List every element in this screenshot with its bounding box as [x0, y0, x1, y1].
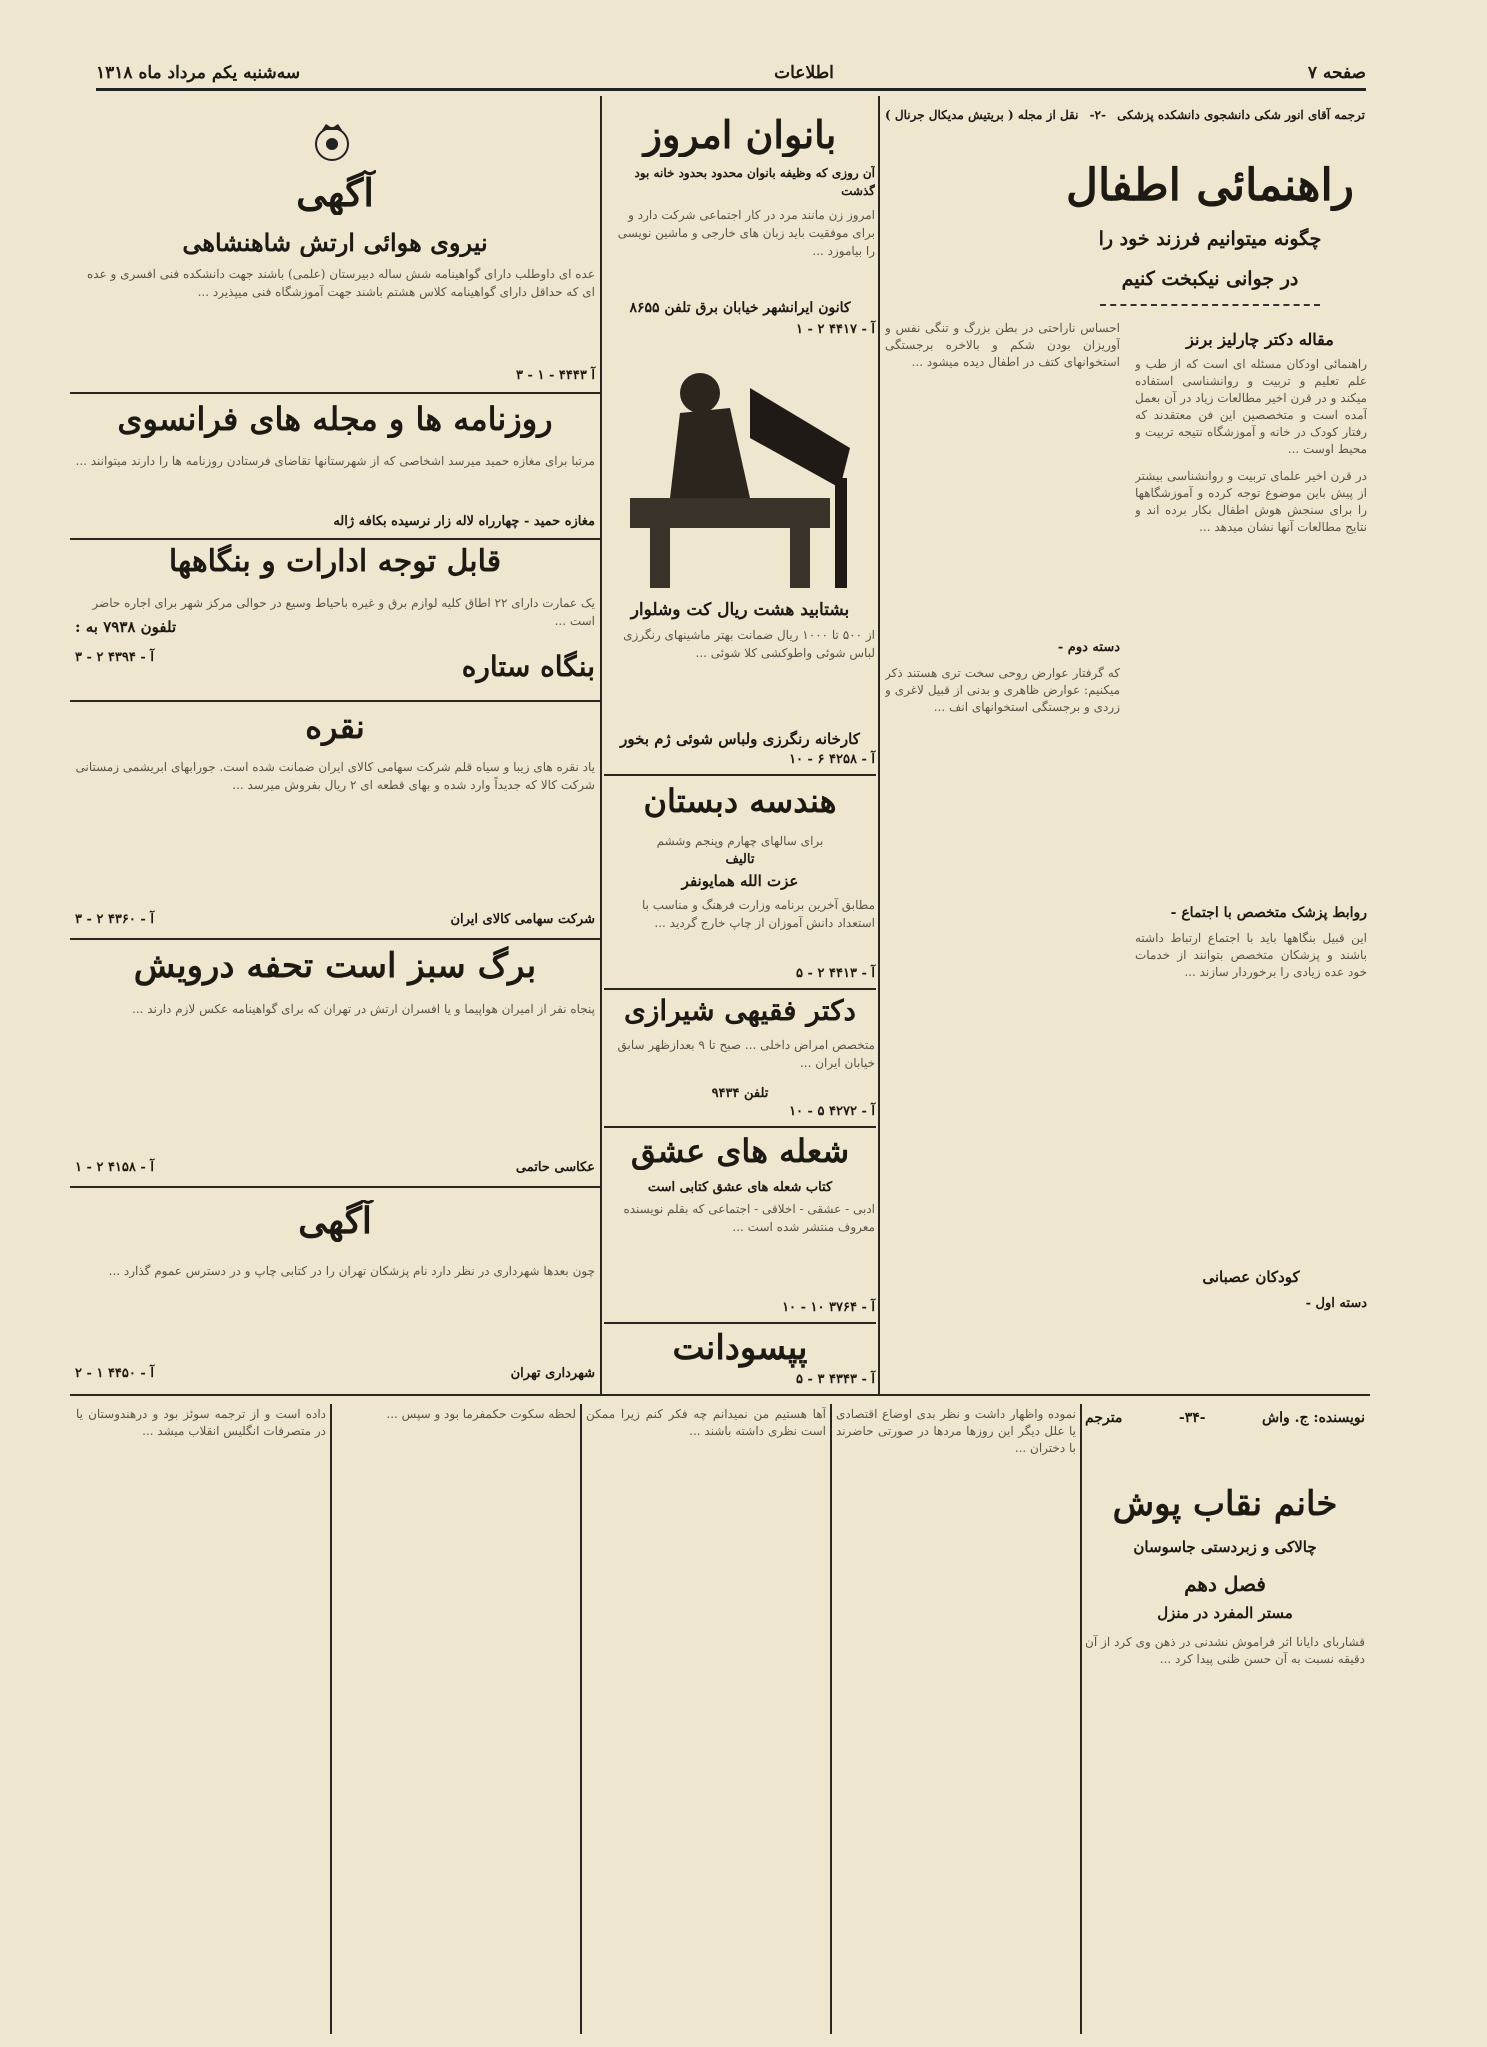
- ad-divider: [70, 700, 600, 702]
- column-rule: [1080, 1404, 1082, 2034]
- children-article-title: راهنمائی اطفال: [1066, 160, 1354, 211]
- geometry-book-grades: برای سالهای چهارم وپنجم وششم: [656, 834, 824, 848]
- fold-rule: [70, 1394, 1370, 1396]
- page-number: صفحه ۷: [1307, 63, 1366, 83]
- column-rule: [580, 1404, 582, 2034]
- serial-chapter: فصل دهم: [1184, 1572, 1266, 1596]
- source-number: -۲-: [1089, 108, 1106, 122]
- ad-silver-text: یاد نقره های زیبا و سیاه قلم شرکت سهامی کالای ایران ضمانت شده است. جورابهای ابریشمی زمستانی شرکت کالا که جدیداً وارد شده و بهای قطعه ای ۲ ریال بفروش میرسد ...: [75, 760, 595, 792]
- serial-body: [586, 1406, 826, 2026]
- ad-photo-footer: عکاسی حاتمی آ - ۴۱۵۸ ۲ - ۱: [75, 1160, 595, 1175]
- serial-subtitle: چالاکی و زبردستی جاسوسان: [1133, 1538, 1317, 1556]
- article-text: در قرن اخیر علمای تربیت و روانشناسی بیشتر از پیش باین موضوع توجه کرده و آموزشگاهها را برای سنجش هوش اطفال بکار برده اند و نتایج مطالعات آنها نشان میدهد ...: [1135, 469, 1367, 534]
- ad-offices-footer-row: [75, 650, 595, 683]
- serial-chapter-title: مستر المفرد در منزل: [1157, 1604, 1293, 1622]
- section-heading: کودکان عصبانی: [1202, 1268, 1300, 1286]
- serial-body: [1085, 1634, 1365, 2034]
- section-heading: روابط پزشک متخصص با اجتماع -: [1170, 905, 1367, 921]
- children-article-byline: مقاله دکتر چارلیز برنز: [1186, 330, 1334, 349]
- children-article-body: [885, 320, 1120, 620]
- ad-newspapers-footer: مغازه حمید - چهارراه لاله زار نرسیده بکافه ژاله: [333, 514, 595, 529]
- column-rule: [830, 1404, 832, 2034]
- tailor-illustration: [610, 348, 870, 593]
- ad-offices-phone: تلفون ۷۹۳۸ به :: [75, 618, 177, 636]
- ad-divider: [604, 1322, 876, 1324]
- pepsodent-footer: آ - ۴۳۴۳ ۳ - ۵: [796, 1372, 875, 1387]
- serial-body: [336, 1406, 576, 2026]
- geometry-book-author-label: تالیف: [725, 852, 755, 867]
- ad-divider: [70, 538, 600, 540]
- dye-ad-code: آ - ۴۲۵۸ ۶ - ۱۰: [789, 752, 875, 767]
- article-text: این قبیل بنگاهها باید با اجتماع ارتباط داشته باشند و پزشکان متخصص بتوانند از خدمات خود عده زیادی را برخوردار سازند ...: [1135, 931, 1367, 979]
- ad-divider: [70, 938, 600, 940]
- ad-offices-title: قابل توجه ادارات و بنگاهها: [168, 544, 502, 579]
- love-flames-subtitle: کتاب شعله های عشق کتابی است: [647, 1180, 833, 1195]
- ad-municipality-text: چون بعدها شهرداری در نظر دارد نام پزشکان تهران را در کتابی چاپ و در دسترس عموم گذارد ...: [108, 1264, 595, 1278]
- dr-shirazi-text: متخصص امراض داخلی ... صبح تا ۹ بعدازظهر سابق خیابان ایران ...: [617, 1038, 875, 1070]
- source-left: نقل از مجله ( بریتیش مدیکال جرنال ): [885, 108, 1079, 122]
- children-article-body: [1135, 356, 1367, 896]
- serial-text: لحظه سکوت حکمفرما بود و سپس ...: [386, 1407, 576, 1421]
- ad-airforce-subtitle: نیروی هوائی ارتش شاهنشاهی: [182, 228, 488, 257]
- article-text: احساس ناراحتی در بطن بزرگ و تنگی نفس و آوریزان بودن شکم و بالاخره برجستگی استخوانهای کتف در اطفال دیده میشود ...: [885, 321, 1120, 369]
- ad-newspapers-text: مرتبا برای مغازه حمید میرسد اشخاصی که از شهرستانها تقاضای فرستادن روزنامه ها را دارند میتوانند ...: [75, 454, 595, 468]
- dye-ad-title: بشتابید هشت ریال کت وشلوار: [630, 600, 850, 620]
- column-rule: [600, 96, 602, 1396]
- serial-byline: نویسنده: ج. واش -۳۴- مترجم: [1085, 1410, 1365, 1426]
- serial-title: خانم نقاب پوش: [1112, 1484, 1338, 1524]
- ad-silver-title: نقره: [305, 708, 365, 746]
- geometry-book-text: مطابق آخرین برنامه وزارت فرهنگ و مناسب با استعداد دانش آموزان از چاپ خارج گردید ...: [641, 898, 875, 930]
- ad-divider: [604, 988, 876, 990]
- women-today-lead: آن روزی که وظیفه بانوان محدود بحدود خانه بود گذشت: [634, 166, 875, 198]
- love-flames-text: ادبی - عشقی - اخلاقی - اجتماعی که بقلم نویسنده معروف منتشر شده است ...: [623, 1202, 875, 1234]
- lion-and-sun-emblem: [312, 120, 352, 164]
- section-heading: دسته اول -: [1305, 1296, 1367, 1311]
- ad-divider: [70, 1186, 600, 1188]
- ornament-divider: [1100, 304, 1320, 306]
- dr-shirazi-title: دکتر فقیهی شیرازی: [623, 994, 856, 1027]
- article-text: راهنمائی اودکان مسئله ای است که از طب و علم تعلیم و تربیت و روانشناسی استفاده میکند و در قرن اخیر مطالعات زیاد در آن بعمل آمده است و متخصصین این فن معتقدند که رفتار کودک در خانه و آموزشگاه نتیجه تربیت و محیط اوست ...: [1135, 357, 1367, 456]
- women-today-address: کانون ایرانشهر خیابان برق تلفن ۸۶۵۵: [629, 300, 851, 316]
- section-heading: دسته دوم -: [1057, 640, 1120, 655]
- newspaper-name: اطلاعات: [774, 63, 834, 83]
- love-flames-footer: آ - ۳۷۶۴ ۱۰ - ۱۰: [782, 1300, 875, 1315]
- ad-offices-agency: بنگاه ستاره: [461, 650, 595, 683]
- geometry-book-author: عزت الله همایونفر: [681, 872, 799, 890]
- geometry-book-title: هندسه دبستان: [643, 782, 837, 820]
- page-header: [96, 58, 1366, 91]
- ad-municipality-title: آگهی: [298, 1200, 372, 1242]
- women-today-footer: آ - ۴۴۱۷ ۲ - ۱: [796, 322, 875, 337]
- source-line: [885, 108, 1365, 122]
- pepsodent-title: پپسودانت: [672, 1328, 808, 1368]
- children-article-body: [885, 665, 1120, 1385]
- love-flames-title: شعله های عشق: [630, 1132, 850, 1170]
- ad-silver-footer: شرکت سهامی کالای ایران آ - ۴۳۶۰ ۲ - ۳: [75, 912, 595, 927]
- dye-ad-text: از ۵۰۰ تا ۱۰۰۰ ریال ضمانت بهتر ماشینهای رنگرزی لباس شوئی واطوکشی کلا شوئی ...: [623, 628, 875, 660]
- ad-divider: [604, 1126, 876, 1128]
- article-text: که گرفتار عوارض روحی سخت تری هستند ذکر میکنیم: عوارض ظاهری و بدنی از قبیل لاغری و زردی و برجستگی استخوانهای انف ...: [885, 666, 1120, 714]
- serial-body: [76, 1406, 326, 2026]
- ad-offices-text: یک عمارت دارای ۲۲ اطاق کلیه لوازم برق و غیره باحیاط وسیع در حوالی مرکز شهر برای اجاره حاضر است ...: [92, 596, 595, 628]
- ad-airforce-footer: آ ۴۴۴۳ - ۱ - ۳: [516, 368, 595, 383]
- dr-shirazi-phone: تلفن ۹۴۳۴: [711, 1086, 769, 1101]
- column-rule: [878, 96, 880, 1396]
- ad-divider: [604, 774, 876, 776]
- serial-text: قشاربای دایانا اثر فراموش نشدنی در ذهن وی کرد از آن دقیقه نسبت به آن حسن ظنی پیدا کرد ...: [1085, 1635, 1365, 1666]
- ad-photo-text: پنجاه نفر از امیران هواپیما و یا افسران ارتش در تهران که برای گواهینامه عکس لازم دارند ...: [132, 1002, 595, 1016]
- serial-text: نموده واظهار داشت و نظر بدی اوضاع اقتصادی یا علل دیگر این روزها مردها در صورتی حاضرند با دختران ...: [836, 1407, 1076, 1455]
- women-today-title: بانوان امروز: [643, 112, 837, 157]
- geometry-book-footer: آ - ۴۴۱۳ ۲ - ۵: [796, 966, 875, 981]
- ad-municipality-footer: شهرداری تهران آ - ۴۴۵۰ ۱ - ۲: [75, 1366, 595, 1381]
- children-article-body: [1135, 930, 1367, 1170]
- women-today-text: امروز زن مانند مرد در کار اجتماعی شرکت دارد و برای موفقیت باید زبان های خارجی و ماشین نویسی را بیاموزد ...: [617, 208, 875, 258]
- serial-body: [836, 1406, 1076, 2026]
- serial-text: آها هستیم من نمیدانم چه فکر کنم زیرا ممکن است نظری داشته باشند ...: [586, 1407, 826, 1438]
- children-article-subtitle-2: در جوانی نیکبخت کنیم: [1121, 268, 1299, 290]
- ad-newspapers-title: روزنامه ها و مجله های فرانسوی: [117, 400, 553, 438]
- ad-airforce-text: عده ای داوطلب دارای گواهینامه شش ساله دبیرستان (علمی) باشند جهت دانشکده فنی افسری و عده ای که حداقل دارای گواهینامه کلاس هشتم باشند جهت آموزشگاه فنی میپذیرد ...: [87, 267, 595, 299]
- ad-photo-title: برگ سبز است تحفه درویش: [133, 946, 537, 986]
- ad-airforce-title: آگهی: [296, 170, 374, 215]
- column-rule: [330, 1404, 332, 2034]
- ad-offices-footer: آ - ۴۳۹۴ ۲ - ۳: [75, 650, 154, 665]
- dr-shirazi-footer: آ - ۴۲۷۲ ۵ - ۱۰: [789, 1104, 875, 1119]
- children-article-subtitle-1: چگونه میتوانیم فرزند خود را: [1098, 228, 1322, 250]
- ad-divider: [70, 392, 600, 394]
- dye-ad-footer: کارخانه رنگرزی ولباس شوئی ژم بخور: [620, 730, 860, 748]
- serial-text: داده است و از ترجمه سوئز بود و درهندوستان یا در متصرفات انگلیس انقلاب میشد ...: [76, 1407, 326, 1438]
- source-right: ترجمه آقای انور شکی دانشجوی دانشکده پزشکی: [1117, 108, 1365, 122]
- issue-date: سه‌شنبه یکم مرداد ماه ۱۳۱۸: [96, 63, 301, 83]
